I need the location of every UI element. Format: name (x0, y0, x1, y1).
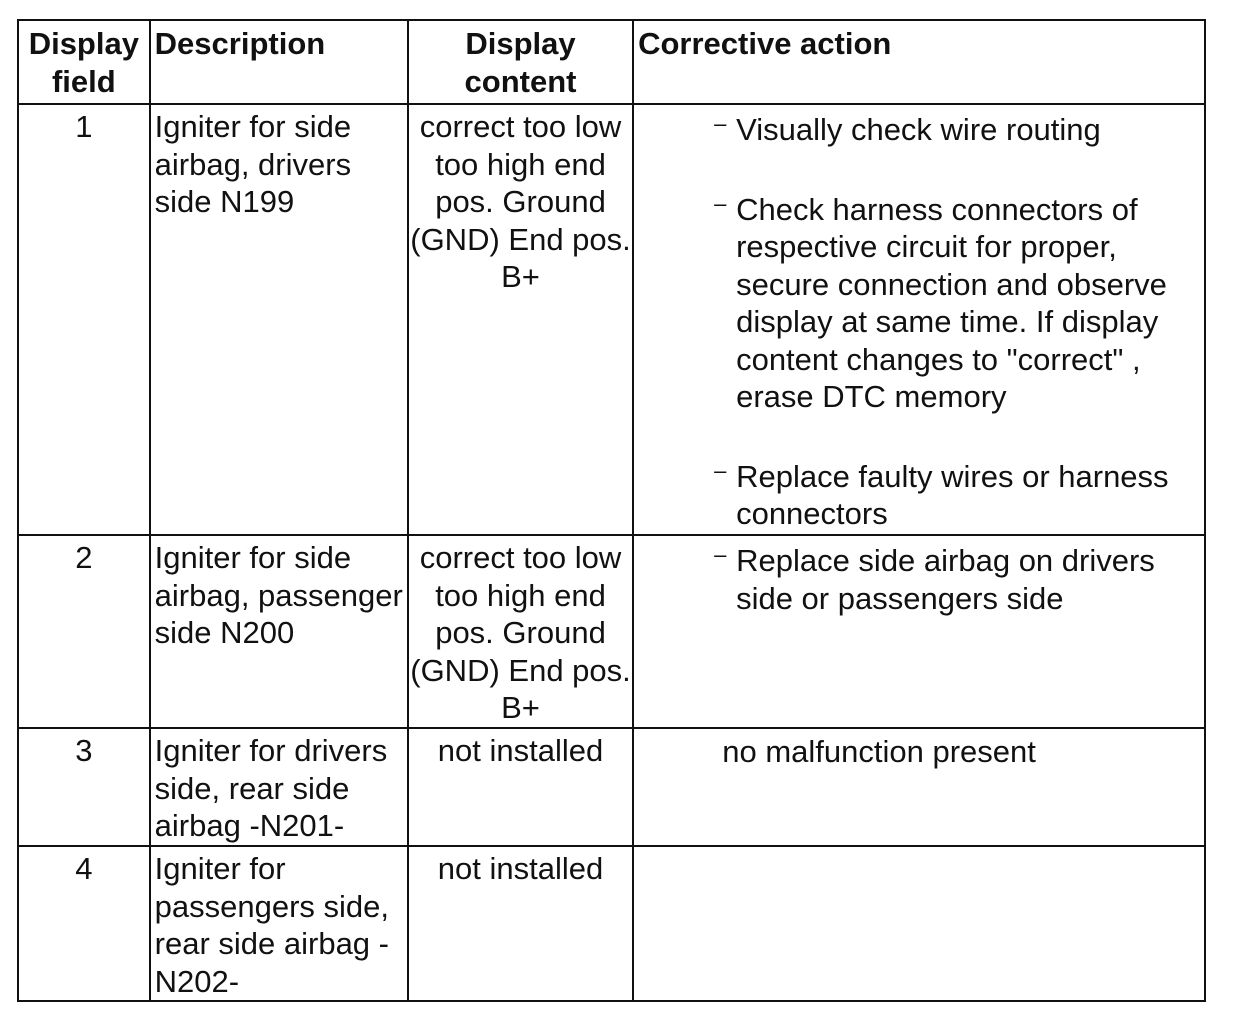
action-text: Replace side airbag on drivers side or passengers side (736, 543, 1155, 616)
description-cell: Igniter for side airbag, passenger side N200 (150, 535, 408, 728)
header-corrective-action: Corrective action (633, 20, 1205, 104)
action-item (714, 542, 1196, 617)
description-cell: Igniter for passengers side, rear side airbag -N202- (150, 846, 408, 1001)
header-row (18, 20, 1205, 104)
display-field-cell: 2 (18, 535, 150, 728)
description-cell: Igniter for side airbag, drivers side N199 (150, 104, 408, 535)
corrective-action-cell (633, 535, 1205, 728)
table-row (18, 535, 1205, 728)
display-content-cell: correct too low too high end pos. Ground (GND) End pos. B+ (408, 104, 633, 535)
diagnostic-table (17, 19, 1206, 1002)
display-content-cell: not installed (408, 728, 633, 846)
display-field-cell: 3 (18, 728, 150, 846)
display-field-cell: 4 (18, 846, 150, 1001)
table-row (18, 846, 1205, 1001)
action-text: Check harness connectors of respective circuit for proper, secure connection and observe display at same time. If display content changes to "correct" , erase DTC memory (736, 191, 1167, 414)
table-row (18, 728, 1205, 846)
action-text: no malfunction present (722, 734, 1036, 769)
corrective-action-cell (633, 104, 1205, 535)
action-text: Replace faulty wires or harness connectors (736, 458, 1169, 531)
action-text: Visually check wire routing (736, 112, 1101, 147)
display-content-cell: correct too low too high end pos. Ground (GND) End pos. B+ (408, 535, 633, 728)
table-row (18, 104, 1205, 535)
description-cell: Igniter for drivers side, rear side airbag -N201- (150, 728, 408, 846)
action-item (714, 111, 1196, 149)
header-description: Description (150, 20, 408, 104)
dash-bullet-icon: – (714, 542, 727, 567)
header-display-field: Display field (18, 20, 150, 104)
corrective-action-cell (633, 846, 1205, 1001)
action-item (714, 191, 1196, 416)
dash-bullet-icon: – (714, 190, 727, 216)
corrective-action-cell (633, 728, 1205, 846)
dash-bullet-icon: – (714, 111, 727, 136)
display-field-cell: 1 (18, 104, 150, 535)
action-item (714, 458, 1196, 533)
display-content-cell: not installed (408, 846, 633, 1001)
dash-bullet-icon: – (714, 457, 727, 483)
header-display-content: Display content (408, 20, 633, 104)
